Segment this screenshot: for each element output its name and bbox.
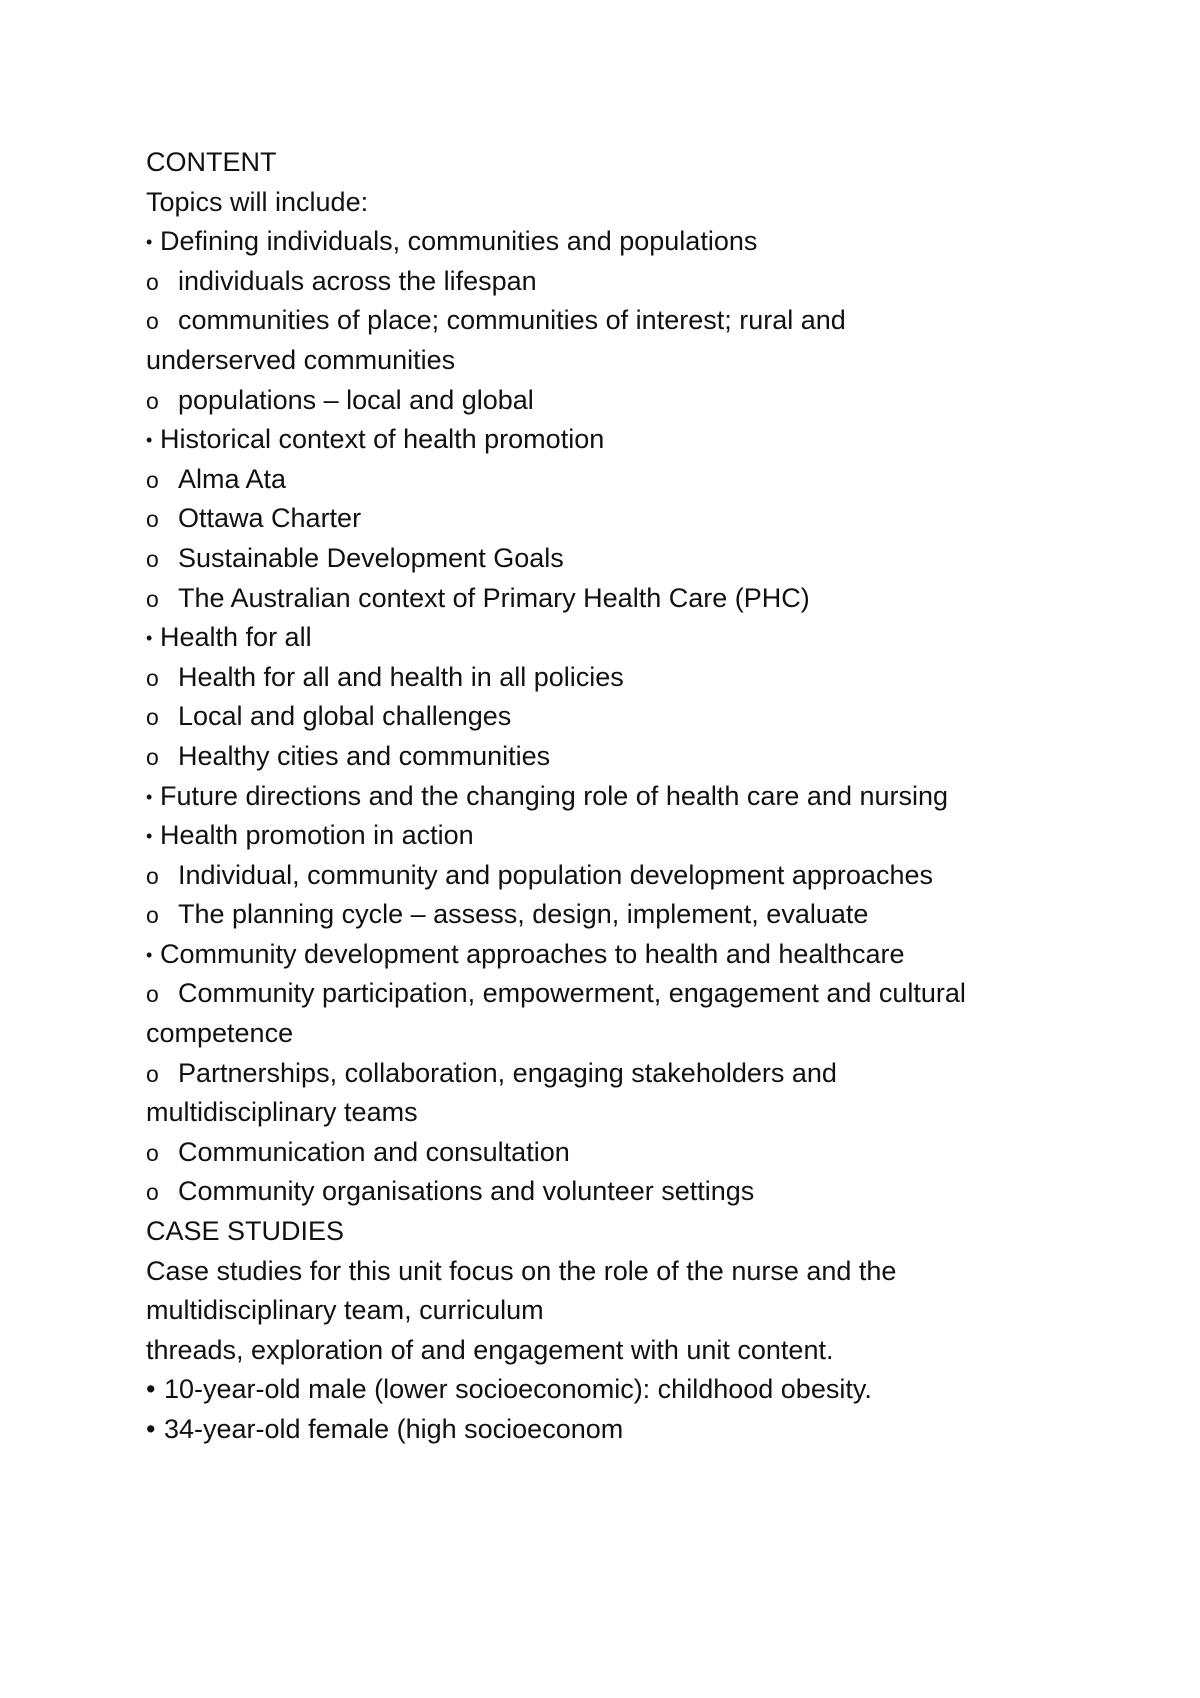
topic-sub-item: o Community organisations and volunteer settings (146, 1172, 1066, 1212)
case-intro-line: Case studies for this unit focus on the role of the nurse and the (146, 1255, 897, 1286)
topic-bullet: • Health for all (146, 618, 1066, 658)
topics-intro: Topics will include: (146, 186, 369, 217)
circle-bullet-icon: o (146, 585, 159, 612)
topic-bullet: • Health promotion in action (146, 816, 1066, 856)
bullet-icon: • (146, 786, 153, 807)
topic-sub-item: o Communication and consultation (146, 1133, 1066, 1173)
bullet-icon: • (146, 628, 153, 649)
circle-bullet-icon: o (146, 545, 159, 572)
topic-sub-item: o Alma Ata (146, 460, 1066, 500)
topic-sub-item: o The Australian context of Primary Health Care (PHC) (146, 579, 1066, 619)
circle-bullet-icon: o (146, 268, 159, 295)
bullet-icon: • (146, 944, 153, 965)
bullet-icon: • (146, 826, 153, 847)
circle-bullet-icon: o (146, 1060, 159, 1087)
document-page (146, 143, 1066, 1450)
circle-bullet-icon: o (146, 308, 159, 335)
topic-bullet: • Future directions and the changing role of health care and nursing (146, 777, 1066, 817)
topic-sub-item: o Community participation, empowerment, engagement and cultural (146, 974, 1066, 1014)
topic-continuation: underserved communities (146, 344, 456, 375)
topic-continuation: competence (146, 1018, 294, 1049)
topic-sub-item: o Healthy cities and communities (146, 737, 1066, 777)
topic-continuation: multidisciplinary teams (146, 1097, 418, 1128)
case-studies-heading: CASE STUDIES (146, 1216, 345, 1247)
topic-sub-item: o communities of place; communities of interest; rural and (146, 301, 1066, 341)
case-intro-line: multidisciplinary team, curriculum (146, 1295, 544, 1326)
topic-sub-item: o Partnerships, collaboration, engaging stakeholders and (146, 1054, 1066, 1094)
circle-bullet-icon: o (146, 664, 159, 691)
topic-sub-item: o populations – local and global (146, 381, 1066, 421)
circle-bullet-icon: o (146, 387, 159, 414)
topic-sub-item: o individuals across the lifespan (146, 262, 1066, 302)
circle-bullet-icon: o (146, 1139, 159, 1166)
circle-bullet-icon: o (146, 506, 159, 533)
bullet-icon: • (146, 232, 153, 253)
topic-bullet: • Community development approaches to health and healthcare (146, 935, 1066, 975)
topic-bullet: • Defining individuals, communities and populations (146, 222, 1066, 262)
content-heading: CONTENT (146, 147, 277, 177)
topic-sub-item: o Individual, community and population development approaches (146, 856, 1066, 896)
circle-bullet-icon: o (146, 704, 159, 731)
case-study-item: • 10-year-old male (lower socioeconomic): childhood obesity. (146, 1370, 1066, 1410)
circle-bullet-icon: o (146, 743, 159, 770)
topic-sub-item: o The planning cycle – assess, design, implement, evaluate (146, 895, 1066, 935)
topic-sub-item: o Ottawa Charter (146, 499, 1066, 539)
circle-bullet-icon: o (146, 902, 159, 929)
topic-bullet: • Historical context of health promotion (146, 420, 1066, 460)
circle-bullet-icon: o (146, 1179, 159, 1206)
topic-sub-item: o Health for all and health in all policies (146, 658, 1066, 698)
circle-bullet-icon: o (146, 981, 159, 1008)
case-study-item: • 34-year-old female (high socioeconom (146, 1410, 1066, 1450)
bullet-icon: • (146, 430, 153, 451)
topic-sub-item: o Sustainable Development Goals (146, 539, 1066, 579)
bullet-icon: • (146, 1374, 156, 1405)
circle-bullet-icon: o (146, 862, 159, 889)
case-intro-line: threads, exploration of and engagement with unit content. (146, 1334, 834, 1365)
bullet-icon: • (146, 1414, 156, 1444)
circle-bullet-icon: o (146, 466, 159, 493)
topic-sub-item: o Local and global challenges (146, 697, 1066, 737)
